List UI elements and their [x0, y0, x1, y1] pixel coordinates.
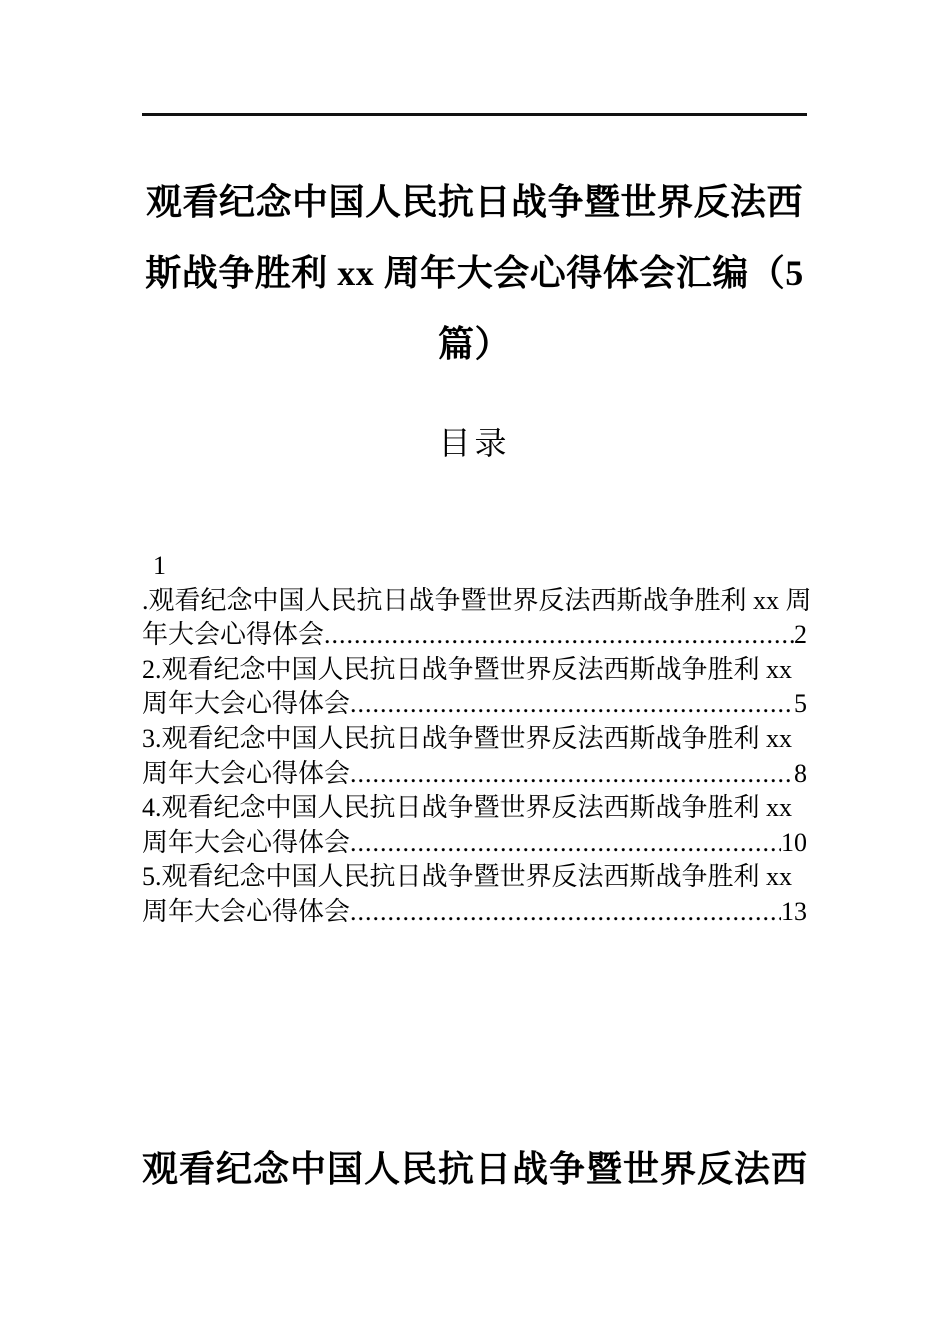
toc-page-number: 5 — [794, 689, 807, 719]
toc-page-number: 13 — [781, 896, 807, 926]
toc-entry-text: 3.观看纪念中国人民抗日战争暨世界反法西斯战争胜利 xx — [142, 723, 793, 753]
toc-orphan-number: 1 — [153, 551, 166, 580]
toc-entry-text: 5.观看纪念中国人民抗日战争暨世界反法西斯战争胜利 xx — [142, 862, 793, 892]
toc-entry-3-line-1[interactable] — [142, 722, 807, 757]
toc-heading: 目录 — [438, 425, 511, 461]
toc-entry-4-line-2[interactable] — [142, 826, 807, 861]
toc-leader-dots — [324, 618, 794, 653]
toc-entry-text: 周年大会心得体会 — [142, 827, 351, 857]
toc-leader-dots — [350, 687, 794, 722]
toc-leader-dots — [350, 757, 794, 792]
header-rule — [142, 113, 807, 116]
document-title-line-3: 篇） — [437, 324, 511, 364]
toc-entry-1-line-1[interactable] — [142, 584, 812, 619]
toc-page-number: 10 — [781, 827, 807, 857]
toc-entry-2-line-1[interactable] — [142, 653, 807, 688]
toc-entry-3-line-2[interactable] — [142, 757, 807, 792]
toc-entry-5-line-2[interactable] — [142, 895, 807, 930]
toc-entry-text: 2.观看纪念中国人民抗日战争暨世界反法西斯战争胜利 xx — [142, 654, 793, 684]
toc-entry-1-line-2[interactable] — [142, 618, 807, 653]
toc-page-number: 8 — [794, 758, 807, 788]
next-section-heading: 观看纪念中国人民抗日战争暨世界反法西 — [142, 1149, 809, 1189]
toc-entry-text: 4.观看纪念中国人民抗日战争暨世界反法西斯战争胜利 xx — [142, 793, 793, 823]
toc-entry-2-line-2[interactable] — [142, 687, 807, 722]
toc-leader-dots — [350, 826, 781, 861]
toc-entry-text: 周年大会心得体会 — [142, 689, 351, 719]
document-title-line-1: 观看纪念中国人民抗日战争暨世界反法西 — [145, 182, 803, 222]
toc-page-number: 2 — [794, 620, 807, 650]
document-title-line-2: 斯战争胜利 xx 周年大会心得体会汇编（5 — [145, 253, 804, 293]
table-of-contents — [142, 549, 812, 930]
document-title — [142, 167, 807, 380]
toc-leader-dots — [350, 895, 781, 930]
toc-entry-5-line-1[interactable] — [142, 860, 807, 895]
toc-entry-text: 年大会心得体会 — [142, 620, 325, 650]
toc-entry-text: 周年大会心得体会 — [142, 896, 351, 926]
toc-entry-4-line-1[interactable] — [142, 791, 807, 826]
toc-entry-text: .观看纪念中国人民抗日战争暨世界反法西斯战争胜利 xx 周 — [142, 585, 812, 615]
toc-entry-text: 周年大会心得体会 — [142, 758, 351, 788]
